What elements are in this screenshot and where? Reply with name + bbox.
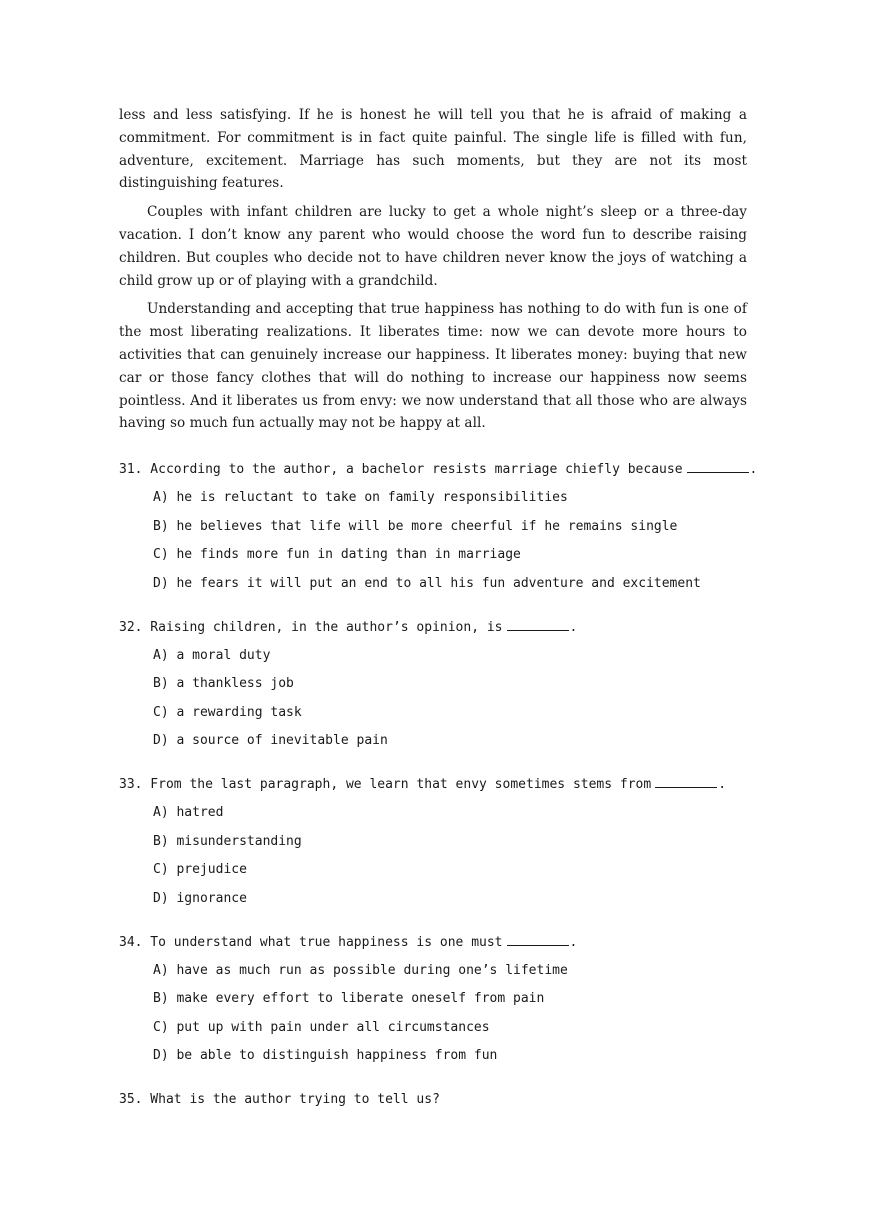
- option-c: C) a rewarding task: [153, 704, 302, 720]
- question-stem: [119, 617, 747, 639]
- reading-passage: [119, 104, 747, 435]
- option-a: A) he is reluctant to take on family responsibilities: [153, 490, 568, 506]
- question-stem-text: 33. From the last paragraph, we learn that envy sometimes stems from: [119, 777, 652, 793]
- passage-paragraph-1: less and less satisfying. If he is honest he will tell you that he is afraid of making a commitment. For commitment is in fact quite painful. The single life is filled with fun, adventure, excitement. Marriage has such moments, but they are not its most distinguishing features.: [119, 107, 747, 192]
- option-c: C) he finds more fun in dating than in marriage: [153, 547, 521, 563]
- question-32: [119, 617, 747, 753]
- question-stem: 35. What is the author trying to tell us?: [119, 1092, 440, 1108]
- question-stem-text: 31. According to the author, a bachelor resists marriage chiefly because: [119, 462, 683, 478]
- option-b: B) make every effort to liberate oneself from pain: [153, 991, 545, 1007]
- answer-blank: [655, 775, 717, 788]
- question-stem: [119, 932, 747, 954]
- answer-blank: [507, 933, 569, 946]
- question-stem: [119, 459, 758, 481]
- question-35: [119, 1089, 747, 1111]
- option-d: D) he fears it will put an end to all his fun adventure and excitement: [153, 575, 701, 591]
- document-page: [119, 104, 758, 1133]
- option-d: D) ignorance: [153, 890, 247, 906]
- stem-period: .: [718, 777, 727, 793]
- option-b: B) he believes that life will be more cheerful if he remains single: [153, 518, 678, 534]
- stem-period: .: [569, 619, 578, 635]
- passage-paragraph-3: Understanding and accepting that true happiness has nothing to do with fun is one of the most liberating realizations. It liberates time: now we can devote more hours to activities that can genuinely increase our happiness. It liberates money: buying that new car or those fancy clothes that will do nothing to increase our happiness now seems pointless. And it liberates us from envy: we now understand that all those who are always having so much fun actually may not be happy at all.: [119, 301, 747, 432]
- answer-blank: [687, 460, 749, 473]
- option-c: C) prejudice: [153, 862, 247, 878]
- answer-blank: [507, 618, 569, 631]
- option-b: B) misunderstanding: [153, 833, 302, 849]
- stem-period: .: [749, 462, 758, 478]
- question-stem: [119, 774, 747, 796]
- option-d: D) a source of inevitable pain: [153, 733, 388, 749]
- passage-paragraph-2: Couples with infant children are lucky to get a whole night’s sleep or a three-day vacation. I don’t know any parent who would choose the word fun to describe raising children. But couples who decide not to have children never know the joys of watching a child grow up or of playing with a grandchild.: [119, 204, 747, 289]
- question-31: [119, 459, 758, 595]
- stem-period: .: [569, 934, 578, 950]
- option-b: B) a thankless job: [153, 676, 294, 692]
- question-stem-text: 32. Raising children, in the author’s opinion, is: [119, 619, 503, 635]
- question-33: [119, 774, 747, 910]
- option-c: C) put up with pain under all circumstances: [153, 1019, 490, 1035]
- option-a: A) a moral duty: [153, 647, 271, 663]
- option-d: D) be able to distinguish happiness from fun: [153, 1048, 498, 1064]
- question-list: [119, 459, 758, 1111]
- question-34: [119, 932, 747, 1068]
- question-stem-text: 34. To understand what true happiness is one must: [119, 934, 503, 950]
- option-a: A) have as much run as possible during one’s lifetime: [153, 962, 568, 978]
- option-a: A) hatred: [153, 805, 224, 821]
